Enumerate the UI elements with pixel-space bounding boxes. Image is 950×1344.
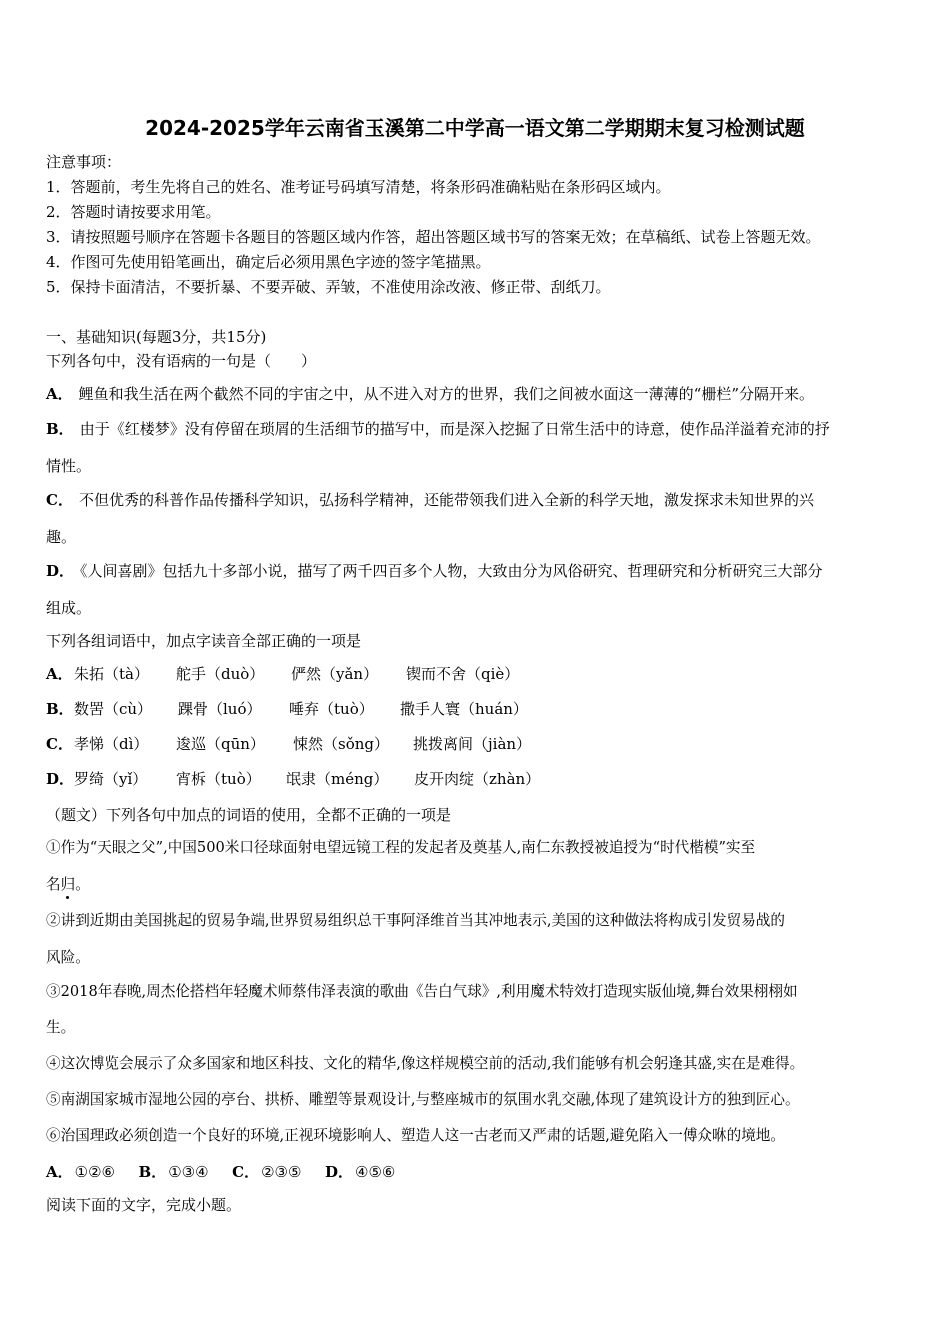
choice-text-d: ④⑤⑥ [355, 1163, 396, 1181]
q3-stem: （题文）下列各句中加点的词语的使用，全都不正确的一项是 [46, 806, 452, 824]
notice-item-1: 1．答题前，考生先将自己的姓名、准考证号码填写清楚，将条形码准确粘贴在条形码区域内。 [46, 178, 671, 196]
q1-option-d-cont: 组成。 [46, 599, 92, 617]
q2-option-b [46, 699, 528, 719]
word-item: 唾弃（tuò） [289, 700, 374, 718]
option-label: B． [46, 420, 74, 438]
notice-item-5: 5．保持卡面清洁，不要折暴、不要弄破、弄皱，不准使用涂改液、修正带、刮纸刀。 [46, 278, 611, 296]
sentence-1-tail: 名归。 [46, 876, 90, 893]
q3-sentence-4: ④这次博览会展示了众多国家和地区科技、文化的精华,像这样规模空前的活动,我们能够有机会躬逢其盛,实在是难得。 [46, 1055, 805, 1072]
q3-sentence-1: ①作为“天眼之父”,中国500米口径球面射电望远镜工程的发起者及奠基人,南仁东教授被追授为“时代楷模”实至 [46, 839, 756, 856]
word-item: 悚然（sǒng） [293, 735, 389, 753]
word-item: 皮开肉绽（zhàn） [414, 770, 541, 788]
q2-option-c [46, 734, 532, 754]
option-label: D． [46, 770, 75, 788]
page-title: 2024-2025学年云南省玉溪第二中学高一语文第二学期期末复习检测试题 [145, 116, 805, 140]
section-heading: 一、基础知识(每题3分，共15分) [46, 328, 267, 346]
word-item: 孝悌（dì） [74, 735, 149, 753]
word-item: 逡巡（qūn） [176, 735, 265, 753]
word-item: 俨然（yǎn） [291, 665, 379, 683]
q1-option-c [46, 490, 814, 510]
q2-stem: 下列各组词语中，加点字读音全部正确的一项是 [46, 632, 362, 650]
notice-item-3: 3．请按照题号顺序在答题卡各题目的答题区域内作答，超出答题区域书写的答案无效；在草稿纸、试卷上答题无效。 [46, 228, 821, 246]
word-item: 撒手人寰（huán） [400, 700, 528, 718]
word-item: 挑拨离间（jiàn） [413, 735, 532, 753]
word-item: 锲而不舍（qiè） [406, 665, 520, 683]
option-text: 鲤鱼和我生活在两个截然不同的宇宙之中，从不进入对方的世界，我们之间被水面这一薄薄的“栅栏”分隔开来。 [78, 385, 814, 403]
option-label: D． [46, 562, 75, 580]
q2-option-d [46, 769, 541, 789]
word-item: 朱拓（tà） [74, 665, 149, 683]
word-item: 罗绮（yǐ） [74, 770, 148, 788]
q3-sentence-2: ②讲到近期由美国挑起的贸易争端,世界贸易组织总干事阿泽维首当其冲地表示,美国的这种做法将构成引发贸易战的 [46, 912, 785, 929]
q1-option-d [46, 561, 823, 581]
notice-item-2: 2．答题时请按要求用笔。 [46, 203, 221, 221]
word-item: 宵柝（tuò） [176, 770, 261, 788]
choice-label-b: B． [138, 1163, 167, 1181]
notice-heading: 注意事项： [46, 153, 122, 171]
option-label: C． [46, 491, 73, 509]
q3-sentence-2-cont: 风险。 [46, 949, 90, 966]
notice-item-4: 4．作图可先使用铅笔画出，确定后必须用黑色字迹的签字笔描黑。 [46, 253, 491, 271]
option-text: 由于《红楼梦》没有停留在琐屑的生活细节的描写中，而是深入挖掘了日常生活中的诗意，使作品洋溢着充沛的抒 [79, 420, 830, 438]
choice-label-a: A． [46, 1163, 73, 1181]
q3-choices [46, 1162, 395, 1182]
option-label: B． [46, 700, 74, 718]
option-text: 不但优秀的科普作品传播科学知识，弘扬科学精神，还能带领我们进入全新的科学天地，激发探求未知世界的兴 [78, 491, 814, 509]
word-item: 踝骨（luó） [178, 700, 262, 718]
word-item: 舵手（duò） [176, 665, 265, 683]
q3-sentence-5: ⑤南湖国家城市湿地公园的亭台、拱桥、雕塑等景观设计,与整座城市的氛围水乳交融,体现了建筑设计方的独到匠心。 [46, 1091, 800, 1108]
word-item: 氓隶（méng） [286, 770, 389, 788]
option-label: C． [46, 735, 73, 753]
choice-text-b: ①③④ [168, 1163, 209, 1181]
choice-label-c: C． [232, 1163, 260, 1181]
q3-sentence-3: ③2018年春晚,周杰伦搭档年轻魔术师蔡伟泽表演的歌曲《告白气球》,利用魔术特效打造现实版仙境,舞台效果栩栩如 [46, 983, 798, 1000]
reading-intro: 阅读下面的文字，完成小题。 [46, 1196, 242, 1214]
q3-sentence-1-cont [46, 875, 90, 895]
q1-stem: 下列各句中，没有语病的一句是（ ） [46, 352, 317, 370]
q1-option-b [46, 419, 830, 439]
choice-text-a: ①②⑥ [74, 1163, 115, 1181]
q2-option-a [46, 664, 520, 684]
word-item: 数罟（cù） [74, 700, 153, 718]
choice-text-c: ②③⑤ [261, 1163, 302, 1181]
option-label: A． [46, 665, 73, 683]
choice-label-d: D． [325, 1163, 354, 1181]
q1-option-a [46, 384, 814, 404]
q3-sentence-6: ⑥治国理政必须创造一个良好的环境,正视环境影响人、塑造人这一古老而又严肃的话题,避免陷入一傅众咻的境地。 [46, 1127, 785, 1144]
q1-option-b-cont: 情性。 [46, 457, 92, 475]
option-label: A． [46, 385, 73, 403]
q3-sentence-3-cont: 生。 [46, 1019, 76, 1036]
q1-option-c-cont: 趣。 [46, 528, 77, 546]
option-text: 《人间喜剧》包括九十多部小说，描写了两千四百多个人物，大致由分为风俗研究、哲理研究和分析研究三大部分 [80, 562, 823, 580]
